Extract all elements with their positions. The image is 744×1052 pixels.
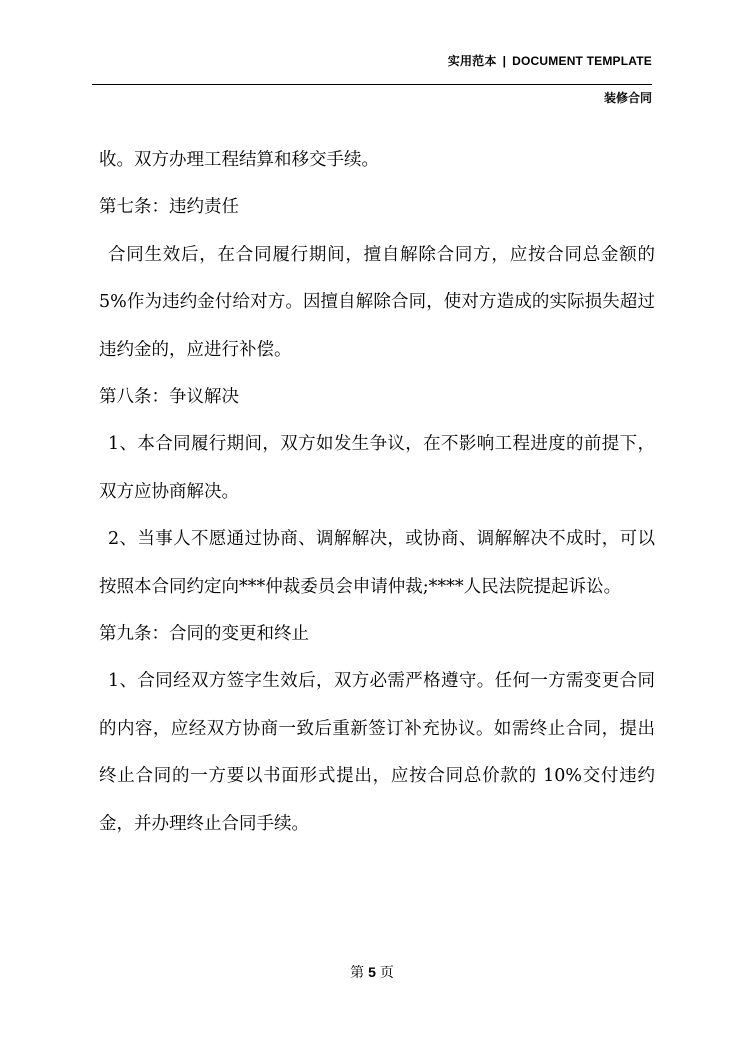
header-brand-line	[448, 52, 652, 69]
section-heading-article-9: 第九条：合同的变更和终止	[99, 624, 309, 645]
header-separator: |	[502, 54, 507, 68]
page-number: 5	[368, 964, 376, 980]
document-body	[99, 137, 655, 848]
page-footer	[0, 962, 744, 982]
paragraph-dispute-item-1: 1、本合同履行期间，双方如发生争议，在不影响工程进度的前提下，双方应协商解决。	[99, 434, 655, 502]
page-number-suffix: 页	[379, 965, 394, 981]
section-heading-article-8: 第八条：争议解决	[99, 387, 239, 408]
paragraph-change-termination-item-1: 1、合同经双方签字生效后，双方必需严格遵守。任何一方需变更合同的内容，应经双方协商一致后重新签订补充协议。如需终止合同，提出终止合同的一方要以书面形式提出，应按合同总价款的 10%交付违约金，并办理终止合同手续。	[99, 671, 655, 834]
paragraph-breach-liability: 合同生效后，在合同履行期间，擅自解除合同方，应按合同总金额的 5%作为违约金付给对方。因擅自解除合同，使对方造成的实际损失超过违约金的，应进行补偿。	[99, 244, 655, 360]
section-heading-article-7: 第七条：违约责任	[99, 197, 239, 218]
header-template-label: DOCUMENT TEMPLATE	[512, 54, 652, 68]
header-divider	[92, 84, 652, 85]
header-doc-title: 装修合同	[603, 91, 652, 105]
page-number-prefix: 第	[350, 965, 365, 981]
header-brand: 实用范本	[447, 54, 497, 68]
paragraph-dispute-item-2: 2、当事人不愿通过协商、调解解决，或协商、调解解决不成时，可以按照本合同约定向***仲裁委员会申请仲裁;****人民法院提起诉讼。	[99, 529, 655, 597]
paragraph-continuation: 收。双方办理工程结算和移交手续。	[99, 150, 379, 170]
